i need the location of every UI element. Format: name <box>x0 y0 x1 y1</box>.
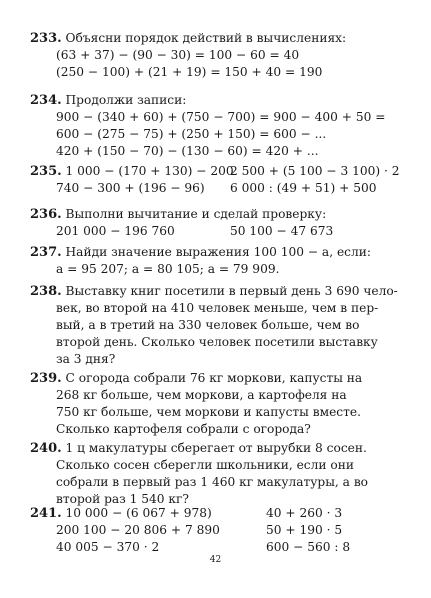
exercise-line: (250 − 100) + (21 + 19) = 150 + 40 = 190 <box>56 65 323 79</box>
expression: 740 − 300 + (196 − 96) <box>56 181 205 195</box>
exercise-number: 241. <box>30 506 62 521</box>
page-number: 42 <box>209 555 222 565</box>
exercise-line: 750 кг больше, чем моркови и капусты вместе. <box>56 405 361 419</box>
exercise-number: 238. <box>30 284 62 299</box>
exercise-241 <box>30 505 425 559</box>
expression: 10 000 − (6 067 + 978) <box>65 506 212 520</box>
exercise-number: 239. <box>30 371 62 386</box>
exercise-number: 233. <box>30 31 62 46</box>
exercise-line: Сколько картофеля собрали с огорода? <box>56 422 311 436</box>
expression: 200 100 − 20 806 + 7 890 <box>56 523 220 537</box>
exercise-line: 268 кг больше, чем моркови, а картофеля на <box>56 388 347 402</box>
exercise-text: Выставку книг посетили в первый день 3 690 чело- <box>65 284 398 298</box>
exercise-233 <box>30 30 425 81</box>
exercise-text: С огорода собрали 76 кг моркови, капусты на <box>65 371 363 385</box>
expression: 40 005 − 370 · 2 <box>56 540 160 554</box>
exercise-line: вый, а в третий на 330 человек больше, чем во <box>56 318 360 332</box>
exercise-line: (63 + 37) − (90 − 30) = 100 − 60 = 40 <box>56 48 300 62</box>
exercise-number: 236. <box>30 207 62 222</box>
expression: 600 − 560 : 8 <box>266 540 351 554</box>
exercise-number: 240. <box>30 441 62 456</box>
exercise-number: 234. <box>30 93 62 108</box>
exercise-240 <box>30 440 425 508</box>
expression: 201 000 − 196 760 <box>56 224 175 238</box>
exercise-line: Сколько сосен сберегли школьники, если они <box>56 458 354 472</box>
exercise-number: 235. <box>30 164 62 179</box>
expression: 40 + 260 · 3 <box>266 506 343 520</box>
expression: 1 000 − (170 + 130) − 200 <box>65 164 234 178</box>
exercise-text: Объясни порядок действий в вычислениях: <box>65 31 347 45</box>
exercise-239 <box>30 370 425 438</box>
exercise-line: a = 95 207; a = 80 105; a = 79 909. <box>56 262 280 276</box>
exercise-line: собрали в первый раз 1 460 кг макулатуры, а во <box>56 475 369 489</box>
exercise-line: 420 + (150 − 70) − (130 − 60) = 420 + ... <box>56 144 319 158</box>
exercise-line: 900 − (340 + 60) + (750 − 700) = 900 − 400 + 50 = <box>56 110 386 124</box>
exercise-238 <box>30 283 425 368</box>
expression: 6 000 : (49 + 51) + 500 <box>230 181 377 195</box>
exercise-text: Продолжи записи: <box>65 93 187 107</box>
exercise-line: второй день. Сколько человек посетили выставку <box>56 335 378 349</box>
exercise-text: 1 ц макулатуры сберегает от вырубки 8 сосен. <box>65 441 367 455</box>
expression: 50 + 190 · 5 <box>266 523 343 537</box>
exercise-text: Найди значение выражения 100 100 − a, если: <box>65 245 371 259</box>
exercise-234 <box>30 92 425 160</box>
expression: 50 100 − 47 673 <box>230 224 334 238</box>
exercise-line: за 3 дня? <box>56 352 116 366</box>
exercise-line: второй раз 1 540 кг? <box>56 492 189 506</box>
exercise-text: Выполни вычитание и сделай проверку: <box>65 207 327 221</box>
exercise-number: 237. <box>30 245 62 260</box>
exercise-line: век, во второй на 410 человек меньше, чем в пер- <box>56 301 379 315</box>
exercise-237 <box>30 244 425 278</box>
exercise-235 <box>30 163 425 199</box>
exercise-line: 600 − (275 − 75) + (250 + 150) = 600 − ... <box>56 127 327 141</box>
expression: 2 500 + (5 100 − 3 100) · 2 <box>230 164 400 178</box>
exercise-236 <box>30 206 425 242</box>
